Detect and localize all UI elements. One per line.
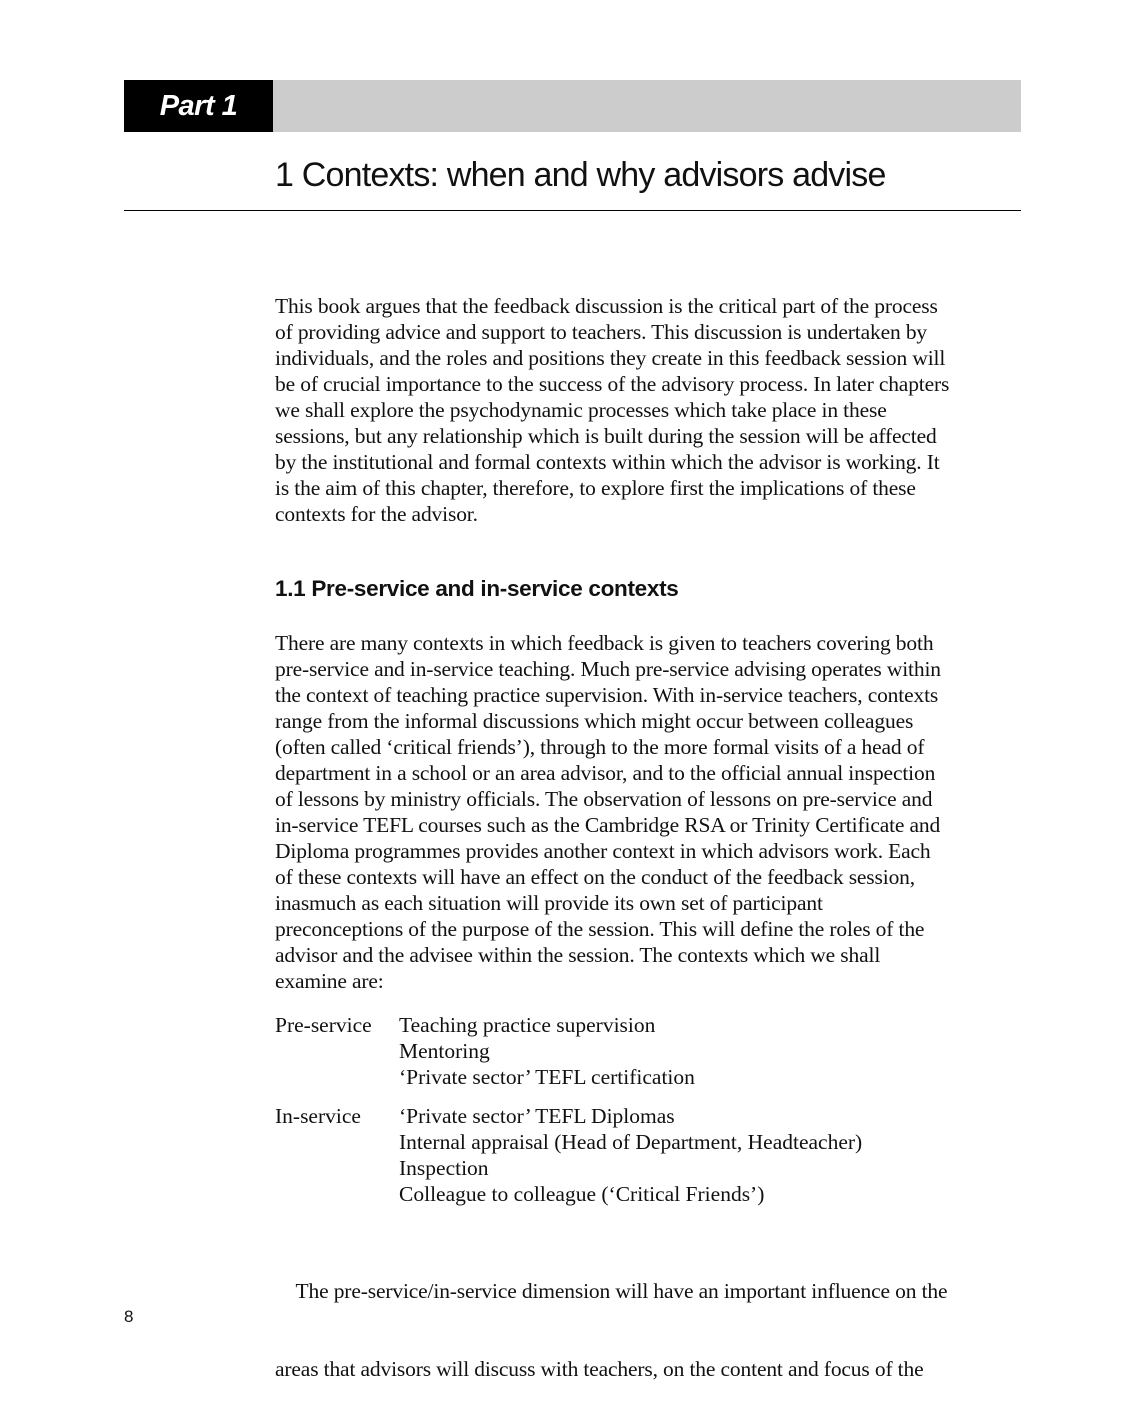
text-line: department in a school or an area advisor, and to the official annual inspection [275, 761, 936, 785]
text-line: examine are: [275, 969, 384, 993]
context-item: ‘Private sector’ TEFL Diplomas [399, 1104, 675, 1128]
text-line: inasmuch as each situation will provide its own set of participant [275, 891, 823, 915]
title-divider [124, 210, 1021, 211]
text-line: of providing advice and support to teachers. This discussion is undertaken by [275, 320, 928, 344]
section-heading: 1.1 Pre-service and in-service contexts [275, 576, 679, 601]
context-item: Colleague to colleague (‘Critical Friends’) [399, 1182, 765, 1206]
part-label: Part 1 [124, 80, 273, 132]
context-item: Inspection [399, 1156, 489, 1180]
chapter-title: 1 Contexts: when and why advisors advise [275, 156, 886, 194]
text-line: pre-service and in-service teaching. Much pre-service advising operates within [275, 657, 941, 681]
text-line: areas that advisors will discuss with teachers, on the content and focus of the [275, 1357, 924, 1381]
closing-paragraph [275, 1226, 947, 1408]
section-paragraph [275, 630, 941, 994]
text-line: Diploma programmes provides another context in which advisors work. Each [275, 839, 931, 863]
text-line: (often called ‘critical friends’), through to the more formal visits of a head of [275, 735, 925, 759]
page-number: 8 [124, 1307, 134, 1326]
text-line: the context of teaching practice supervision. With in-service teachers, contexts [275, 683, 939, 707]
text-line: There are many contexts in which feedback is given to teachers covering both [275, 631, 934, 655]
text-line: we shall explore the psychodynamic processes which take place in these [275, 398, 887, 422]
text-line: contexts for the advisor. [275, 502, 478, 526]
text-line: The pre-service/in-service dimension will have an important influence on the [275, 1279, 948, 1303]
context-label-pre-service: Pre-service [275, 1013, 372, 1037]
text-line: This book argues that the feedback discussion is the critical part of the process [275, 294, 938, 318]
text-line: advisor and the advisee within the session. The contexts which we shall [275, 943, 881, 967]
text-line: range from the informal discussions which might occur between colleagues [275, 709, 914, 733]
context-list-pre-service [399, 1012, 695, 1090]
text-line: in-service TEFL courses such as the Cambridge RSA or Trinity Certificate and [275, 813, 941, 837]
text-line: preconceptions of the purpose of the session. This will define the roles of the [275, 917, 925, 941]
context-item: ‘Private sector’ TEFL certification [399, 1065, 695, 1089]
context-item: Mentoring [399, 1039, 490, 1063]
text-line: be of crucial importance to the success of the advisory process. In later chapters [275, 372, 950, 396]
text-line: of lessons by ministry officials. The observation of lessons on pre-service and [275, 787, 933, 811]
context-item: Teaching practice supervision [399, 1013, 656, 1037]
text-line: by the institutional and formal contexts within which the advisor is working. It [275, 450, 940, 474]
text-line: is the aim of this chapter, therefore, to explore first the implications of these [275, 476, 916, 500]
context-item: Internal appraisal (Head of Department, Headteacher) [399, 1130, 863, 1154]
context-label-in-service: In-service [275, 1104, 361, 1128]
text-line: of these contexts will have an effect on the conduct of the feedback session, [275, 865, 915, 889]
intro-paragraph [275, 293, 949, 527]
text-line: individuals, and the roles and positions they create in this feedback session will [275, 346, 946, 370]
context-list-in-service [399, 1103, 862, 1207]
text-line: sessions, but any relationship which is built during the session will be affected [275, 424, 937, 448]
